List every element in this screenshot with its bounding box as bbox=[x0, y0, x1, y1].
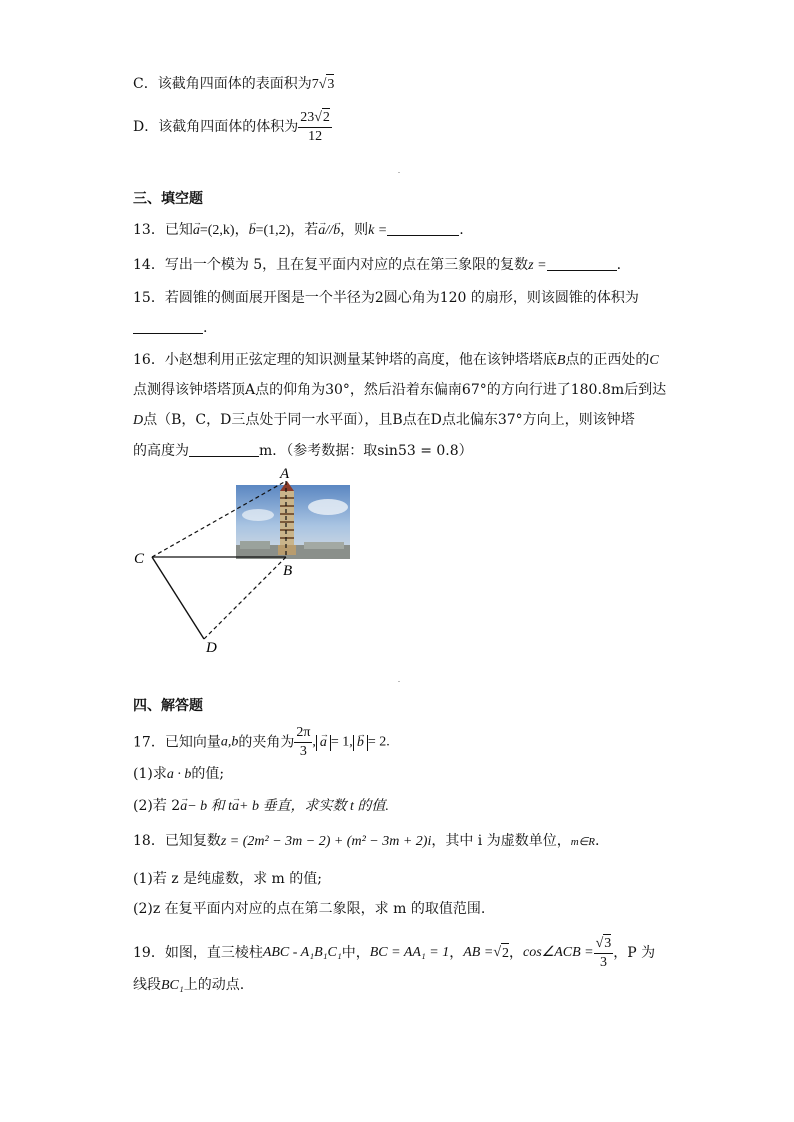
label-b: B bbox=[283, 563, 293, 579]
option-c: C．该截角四面体的表面积为7√3 bbox=[133, 74, 334, 95]
label-c: C bbox=[134, 551, 145, 567]
question-17: 17．已知向量a,b的夹角为 $\frac{2\pi}{3}$ ,→ a = 1,→ b = 2. bbox=[133, 724, 390, 761]
divider-dot bbox=[398, 172, 400, 173]
tower-geometry-figure bbox=[128, 465, 368, 660]
question-17-part-2: (2)若 2→ a− b 和 t→ a+ b 垂直，求实数 t 的值. bbox=[133, 796, 389, 817]
question-18-part-1: (1)若 z 是纯虚数，求 m 的值; bbox=[133, 871, 322, 887]
question-16-line-1: 16．小赵想利用正弦定理的知识测量某钟塔的高度，他在该钟塔塔底B点的正西处的C bbox=[133, 352, 659, 368]
section-3-title: 三、填空题 bbox=[133, 191, 203, 207]
question-14: 14．写出一个模为 5，且在复平面内对应的点在第三象限的复数z = . bbox=[133, 257, 622, 273]
question-18-part-2: (2)z 在复平面内对应的点在第二象限，求 m 的取值范围. bbox=[133, 901, 486, 917]
question-13: 13．已知→ a=(2,k)，→ b=(1,2)，若→ a//→ b，则k = . bbox=[133, 220, 464, 241]
option-c-text: C．该截角四面体的表面积为 bbox=[133, 76, 312, 92]
option-c-radicand: 3 bbox=[326, 74, 334, 95]
label-d: D bbox=[206, 640, 217, 656]
line-db bbox=[204, 557, 286, 639]
tower-photo bbox=[236, 481, 350, 559]
option-d-fraction: $\frac{23√2}{12}$ bbox=[300, 110, 330, 144]
answer-blank-15[interactable] bbox=[133, 319, 203, 334]
answer-blank-14[interactable] bbox=[547, 256, 617, 271]
question-16-line-4: 的高度为 m．（参考数据：取sin53 = 0.8） bbox=[133, 443, 473, 459]
line-cd bbox=[152, 557, 204, 639]
section-4-title: 四、解答题 bbox=[133, 698, 203, 714]
option-d bbox=[133, 108, 332, 146]
answer-blank-16[interactable] bbox=[189, 442, 259, 457]
divider-dot bbox=[398, 681, 400, 682]
label-a: A bbox=[280, 466, 290, 482]
question-15-blank-line: . bbox=[133, 318, 207, 338]
answer-blank-13[interactable] bbox=[387, 221, 459, 236]
option-d-text: D．该截角四面体的体积为 bbox=[133, 119, 299, 135]
question-16-line-3: D点（B，C，D三点处于同一水平面），且B点在D点北偏东37°方向上，则该钟塔 bbox=[133, 412, 635, 428]
question-17-part-1: (1)求a · b的值; bbox=[133, 766, 225, 782]
question-19: 19．如图，直三棱柱ABC - A₁B₁C₁中，BC = AA₁ = 1，AB =√2，cos∠ACB = $\frac{√3}{3}$ ，P 为 bbox=[133, 936, 656, 970]
question-19-line-2: 线段BC₁上的动点. bbox=[133, 977, 245, 993]
question-18: 18．已知复数z = (2m² − 3m − 2) + (m² − 3m + 2)i，其中 i 为虚数单位，m∈R. bbox=[133, 833, 600, 849]
question-16-line-2: 点测得该钟塔塔顶A点的仰角为30°，然后沿着东偏南67°的方向行进了180.8m后到达 bbox=[133, 382, 667, 398]
option-c-value: 7 bbox=[311, 77, 319, 92]
question-15: 15．若圆锥的侧面展开图是一个半径为2圆心角为120 的扇形，则该圆锥的体积为 bbox=[133, 290, 639, 306]
